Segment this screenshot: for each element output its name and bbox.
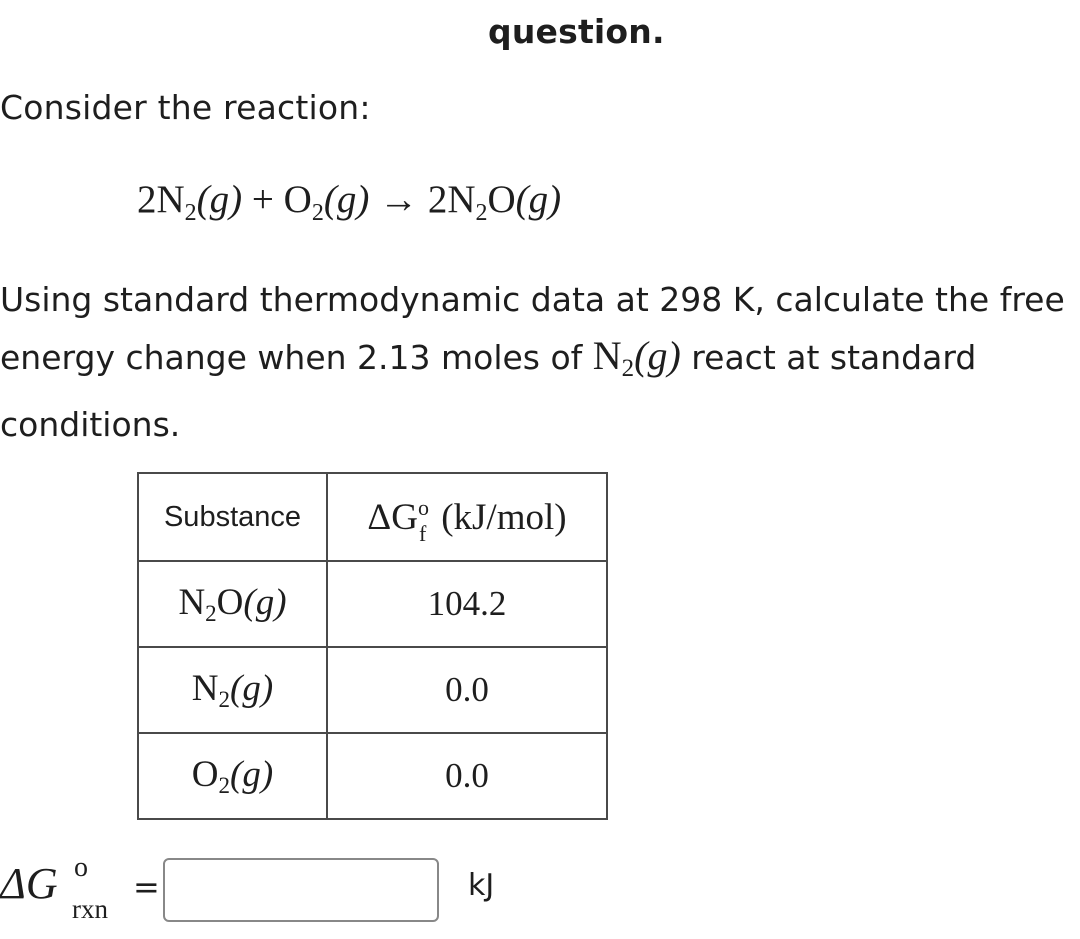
equals-sign: = xyxy=(133,868,160,906)
eq-phase1: (g) xyxy=(196,178,243,221)
table-row xyxy=(138,733,607,819)
answer-input[interactable] xyxy=(163,858,439,922)
eq-reactant2: $O_2$ xyxy=(283,178,324,226)
value-cell: 0.0 xyxy=(327,647,607,733)
header-substance: Substance xyxy=(138,473,327,561)
question-prompt xyxy=(0,272,1080,453)
delta-g-rxn-label: ΔG o rxn xyxy=(0,852,108,924)
value-cell: 104.2 xyxy=(327,561,607,647)
header-delta-g: ΔG o f (kJ/mol) xyxy=(327,473,607,561)
substance-cell: $N_2O(g)$ xyxy=(138,561,327,647)
question-text-before: Using standard thermodynamic data at 298 K, calculate the free energy change when 2.13 moles of xyxy=(0,280,1065,377)
table-row xyxy=(138,647,607,733)
table-row xyxy=(138,561,607,647)
intro-text: Consider the reaction: xyxy=(0,88,371,127)
value-cell: 0.0 xyxy=(327,733,607,819)
eq-phase2: (g) xyxy=(323,178,370,221)
table-header-row xyxy=(138,473,607,561)
thermo-data-table xyxy=(137,472,608,820)
unit-label: kJ xyxy=(468,868,495,903)
eq-plus: + xyxy=(251,178,274,221)
substance-cell: $O_2(g)$ xyxy=(138,733,327,819)
eq-product: $2N_2O$ xyxy=(427,178,516,226)
header-title: question. xyxy=(488,12,665,51)
answer-row xyxy=(0,852,1080,928)
eq-arrow: → xyxy=(379,178,419,221)
eq-product-phase: (g) xyxy=(515,178,562,221)
reaction-equation xyxy=(137,177,561,227)
eq-reactant1: $2N_2$ xyxy=(137,178,197,226)
substance-cell: $N_2(g)$ xyxy=(138,647,327,733)
question-species: $N_2(g)$ xyxy=(592,333,681,382)
question-text-after: react at standard conditions. xyxy=(0,338,977,444)
